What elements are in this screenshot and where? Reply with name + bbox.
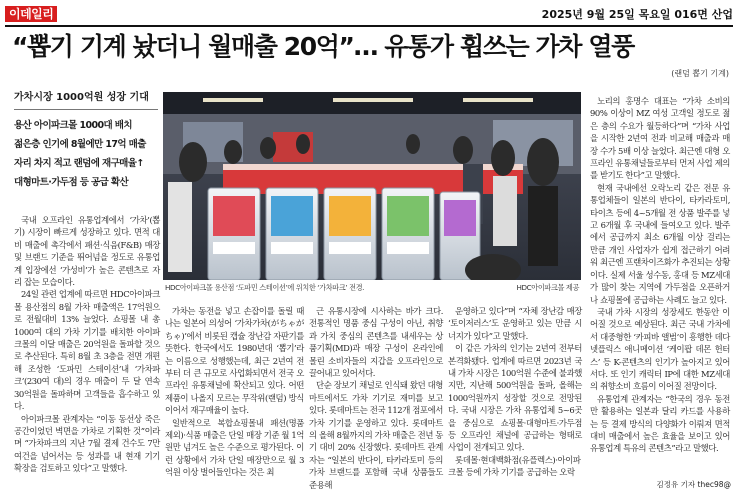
photo-caption <box>165 283 581 293</box>
dateline: 2025년 9월 25일 목요일 016면 산업 <box>541 8 733 21</box>
byline: 김정유 기자 thec98@ <box>656 480 731 489</box>
sidebar <box>14 91 158 194</box>
paragraph: 이 같은 가차의 인기는 2년여 전부터 본격화됐다. 업계에 따르면 2023년 국내 가차 시장은 100억원 수준에 불과했지만, 지난해 500억원을 돌파, 올해는 1000억원까지 성장할 것으로 전망된다. 국내 시장은 가차 유통업체 5~6곳을 중심으로 쇼핑몰·대형마트·가두점 등 오프라인 채널에 공급하는 형태로 사업이 전개되고 있다. <box>448 343 582 453</box>
paragraph: 24일 관련 업계에 따르면 HDC아이파크몰 용산점의 8월 가차 매출액은 17억원으로 전월대비 13% 늘었다. 쇼핑몰 내 총 1000여 대의 가차 기기를 배치한 아이파크몰의 이달 매출은 20억원을 돌파할 것으로 추산된다. 특히 8월 초 3층을 전면 개편해 조성한 ‘도파민 스테이션’내 ‘가차파크’(230여 대)의 경우 매출이 두 달 연속 30억원을 돌파하며 고객들을 흡수하고 있다. <box>14 289 160 412</box>
paragraph: 아이파크몰 관계자는 “이동 동선상 죽은 공간이었던 벽면을 가차로 기획한 것”이라며 “가차파크의 지난 7월 결제 건수도 7만여건을 넘어서는 등 성과를 내 현재 기기 확장을 검토하고 있다”고 말했다. <box>14 413 160 474</box>
masthead-rule <box>5 25 733 27</box>
paragraph: 근 유통시장에 시사하는 바가 크다. 전통적인 명품 중심 구성이 아닌, 취향과 가치 중심의 콘텐츠를 내세우는 상품기획(MD)과 매장 구성이 온라인에 몰린 소비자들의 지갑을 오프라인으로 끌어내고 있어서다. <box>309 306 443 379</box>
paragraph: 단순 장보기 채널로 인식돼 왔던 대형마트에서도 가차 기기로 재미를 보고 있다. 롯데마트는 전국 112개 점포에서 가차 기기를 운영하고 있다. 롯데마트의 올해 8월까지의 가차 매출은 전년 동기 대비 20% 신장했다. 롯데마트 관계자는 “일본의 반다이, 타카라토미 등의 가차 브랜드를 포함해 국내 상품들도 준용해 <box>309 380 443 490</box>
article-photo <box>163 92 581 280</box>
subhead: 용산 아이파크몰 1000대 배치 <box>14 120 132 131</box>
paragraph: 가차는 동전을 넣고 손잡이를 돌릴 때 나는 일본어 의성어 ‘가차가차(がちゃがちゃ)’에서 비롯된 캡슐 장난감 자판기를 뜻한다. 한국에서도 1980년대 ‘뽑기’라는 이름으로 성행했는데, 최근 2년여 전부터 더 큰 규모로 사업화되면서 전국 오프라인 유통채널에 확산되고 있다. 어떤 제품이 나올지 모르는 무작위(랜덤) 방식이어서 재구매율이 높다. <box>165 306 304 416</box>
article-column-4 <box>448 305 582 479</box>
subhead: 젊은층 인기에 8월에만 17억 매출 <box>14 139 146 150</box>
article-column-5 <box>590 95 730 455</box>
headline-tag: (랜덤 뽑기 기계) <box>671 69 729 78</box>
paragraph: 운영하고 있다”며 “자체 장난감 매장 ‘토이저러스’도 운영하고 있는 만큼 시너지가 있다”고 말했다. <box>448 306 582 341</box>
headline: “뽑기 기계 놨더니 월매출 20억”… 유통가 휩쓰는 가차 열풍 <box>12 32 634 61</box>
mall-gacha-photo <box>163 92 581 280</box>
paragraph: 일반적으로 복합쇼핑몰내 패션(명품 제외)·식품 매출은 단일 매장 기준 월 1억원만 넘겨도 높은 수준으로 평가된다. 이런 상황에서 가차 단일 매장만으로 월 3억원 이상 벌어들인다는 것은 최 <box>165 417 304 478</box>
paragraph: 국내 오프라인 유통업계에서 ‘가차’(뽑기) 시장이 빠르게 성장하고 있다. 면적 대비 매출에 촉각에서 패션·식음(F&B) 매장 및 브랜드 기준을 뛰어넘을 정도로 유통업계 입장에선 ‘가성비’가 높은 콘텐츠로 자리 잡는 모습이다. <box>14 215 160 288</box>
article-column-1 <box>14 214 160 475</box>
subhead: 자리 차지 적고 랜덤에 재구매율↑ <box>14 158 144 169</box>
newspaper-logo: 이데일리 <box>5 6 57 22</box>
photo-credit: HDC아이파크몰 제공 <box>516 283 579 292</box>
article-column-2 <box>165 305 304 479</box>
paragraph: 롯데몰·현대백화점(유플렉스)·아이파크몰 등에 가차 기기를 공급하는 오락 <box>448 454 581 478</box>
paragraph: 노리의 홍명수 대표는 “가차 소비의 90% 이상이 MZ 여성 고객일 정도로 젊은 층의 수요가 월등하다”며 “가차 사업을 시작한 2년여 전과 비교해 매출과 매장 수가 5배 이상 늘었다. 최근엔 대형 오프라인 유통채널들로부터 먼저 사업 제의를 받기도 한다”고 말했다. <box>590 96 730 181</box>
paragraph: 현재 국내에선 오락노리 같은 전문 유통업체들이 일본의 반다이, 타카라토미, 타이츠 등에 4~5개월 전 상품 발주를 넣고 6개월 후 국내에 들여오고 있다. 발주에서 공급까지 최소 6개월 이상 걸리는 만큼 개인 사업자가 쉽게 접근하기 어려워 최근엔 프랜차이즈화가 추진되는 상황이다. 실제 서울 성수동, 홍대 등 MZ세대가 많이 찾는 지역에 가두점을 오픈하거나 쇼핑몰에 공급하는 사례도 늘고 있다. <box>590 182 730 305</box>
caption-text: HDC아이파크몰 용산점 ‘도파민 스테이션’에 위치한 ‘가차파크’ 전경. <box>165 283 365 292</box>
paragraph: 유통업계 관계자는 “한국의 경우 동전만 활용하는 일본과 달리 카드를 사용하는 등 결제 방식의 다양화가 이뤄져 면적대비 매출에서 높은 효율을 보이고 있어 유통업계 특유의 콘텐츠”라고 말했다. <box>590 393 730 454</box>
paragraph: 국내 가차 시장의 성장세도 한동안 이어질 것으로 예상된다. 최근 국내 가차에서 대중형한 ‘카피바 앨범’이 흥행한 데다 넷플릭스 애니메이션 ‘케이팝 데몬 헌터스’ 등 K-콘텐츠의 인기가 높아지고 있어서다. 또 인기 캐릭터 IP에 대한 MZ세대의 취향소비 흐름이 이어질 전망이다. <box>590 306 730 392</box>
sidebar-topic: 가차시장 1000억원 성장 기대 <box>14 91 158 110</box>
article-column-3 <box>309 305 443 491</box>
subhead: 대형마트·가두점 등 공급 확산 <box>14 177 129 188</box>
